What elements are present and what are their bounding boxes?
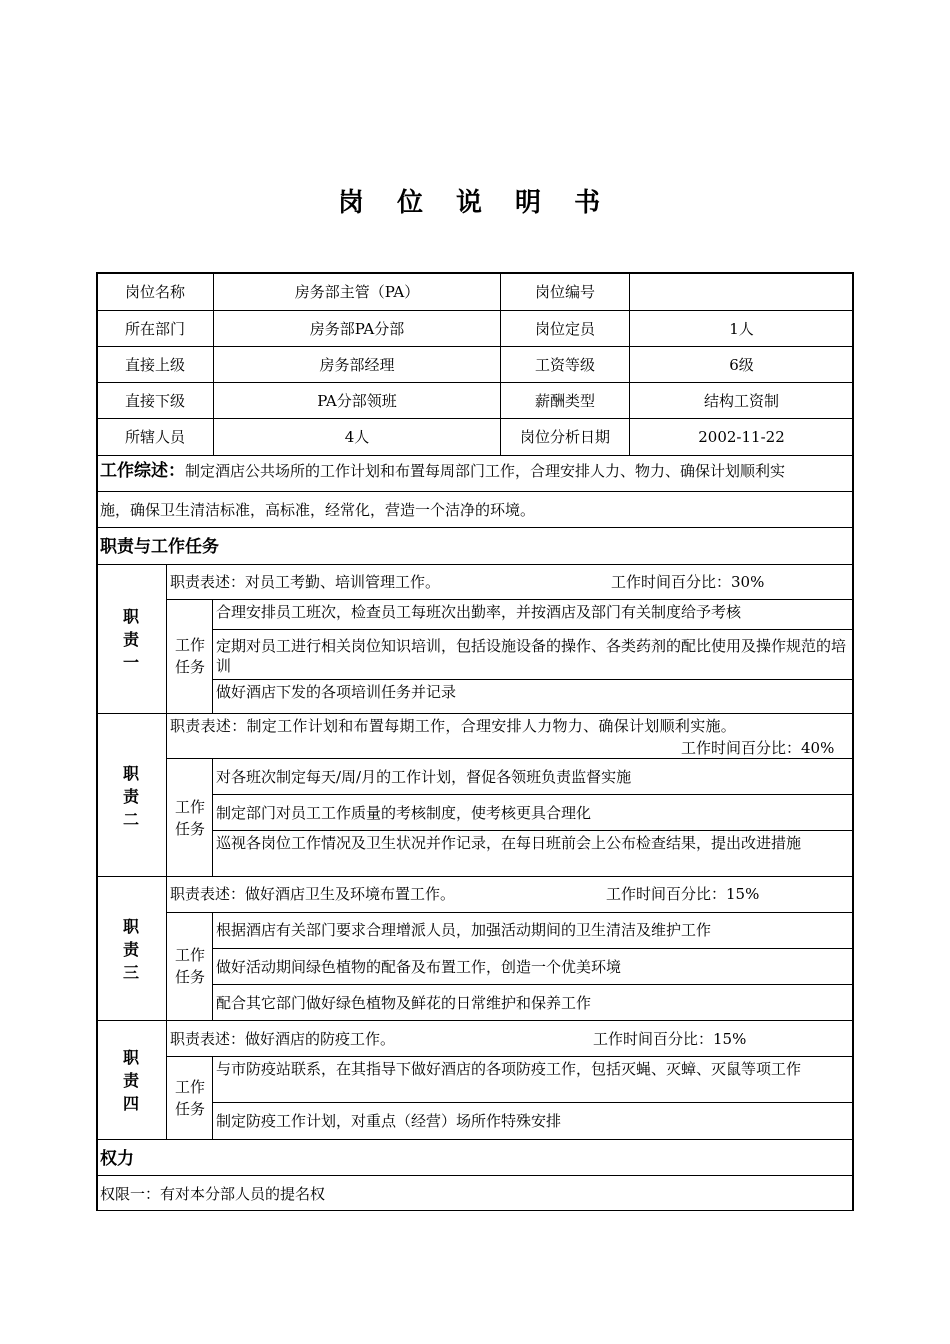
task-item: 制定防疫工作计划，对重点（经营）场所作特殊安排 [216, 1112, 562, 1130]
task-item: 做好活动期间绿色植物的配备及布置工作，创造一个优美环境 [216, 958, 622, 976]
basic-label: 所辖人员 [124, 428, 185, 446]
task-item: 制定部门对员工工作质量的考核制度，使考核更具合理化 [216, 804, 592, 822]
duty-name: 职责一 [122, 607, 139, 672]
task-item: 巡视各岗位工作情况及卫生状况并作记录，在每日班前会上公布检查结果，提出改进措施 [216, 834, 802, 852]
basic-value: 结构工资制 [703, 391, 779, 410]
basic-label: 岗位编号 [534, 283, 595, 301]
page-title: 岗 位 说 明 书 [337, 188, 613, 218]
basic-value: 2002-11-22 [698, 428, 785, 446]
basic-label: 岗位分析日期 [519, 428, 610, 446]
basic-label: 所在部门 [124, 319, 185, 338]
duty-statement: 职责表述：对员工考勤、培训管理工作。 [170, 573, 441, 591]
duty-percent: 工作时间百分比：15% [593, 1030, 747, 1048]
task-item: 根据酒店有关部门要求合理增派人员，加强活动期间的卫生清洁及维护工作 [216, 921, 712, 939]
summary-label: 工作综述： [100, 461, 185, 481]
duty-name: 职责四 [122, 1048, 139, 1113]
basic-label: 岗位名称 [124, 283, 185, 301]
duty-statement: 职责表述：做好酒店的防疫工作。 [170, 1030, 396, 1048]
summary-line-1: 制定酒店公共场所的工作计划和布置每周部门工作，合理安排人力、物力、确保计划顺利实 [185, 462, 786, 480]
basic-label: 工资等级 [534, 355, 595, 374]
duty-percent: 工作时间百分比：15% [606, 885, 760, 903]
task-item: 与市防疫站联系，在其指导下做好酒店的各项防疫工作，包括灭蝇、灭蟑、灭鼠等项工作 [216, 1060, 802, 1078]
basic-value: 6级 [729, 355, 754, 374]
duty-statement: 职责表述：制定工作计划和布置每期工作，合理安排人力物力、确保计划顺利实施。 [170, 717, 737, 735]
basic-label: 直接下级 [124, 391, 185, 410]
task-label: 工作任务 [174, 798, 205, 838]
task-item: 合理安排员工班次，检查员工每班次出勤率，并按酒店及部门有关制度给予考核 [216, 603, 742, 621]
duty-statement: 职责表述：做好酒店卫生及环境布置工作。 [170, 885, 456, 903]
basic-value: PA分部领班 [317, 391, 397, 410]
basic-value [630, 274, 853, 310]
basic-value: 1人 [729, 319, 754, 338]
task-label: 工作任务 [174, 946, 205, 986]
duty-name: 职责二 [122, 764, 139, 829]
task-item: 定期对员工进行相关岗位知识培训，包括设施设备的操作、各类药剂的配比使用及操作规范的培训 [216, 637, 847, 675]
authority-header: 权力 [100, 1149, 134, 1169]
summary-line-2: 施，确保卫生清洁标准，高标准，经常化，营造一个洁净的环境。 [100, 501, 536, 519]
task-label: 工作任务 [174, 636, 205, 676]
basic-label: 岗位定员 [534, 319, 595, 338]
authority-item: 权限一：有对本分部人员的提名权 [100, 1185, 326, 1203]
basic-value: 4人 [344, 428, 370, 446]
basic-value: 房务部PA分部 [309, 319, 405, 338]
task-item: 配合其它部门做好绿色植物及鲜花的日常维护和保养工作 [216, 994, 592, 1012]
basic-value: 房务部经理 [319, 355, 395, 374]
duty-percent: 工作时间百分比：40% [681, 739, 835, 757]
task-label: 工作任务 [174, 1078, 205, 1118]
task-item: 做好酒店下发的各项培训任务并记录 [216, 683, 457, 701]
basic-label: 直接上级 [124, 355, 185, 374]
task-item: 对各班次制定每天/周/月的工作计划，督促各领班负责监督实施 [216, 768, 632, 786]
duties-header: 职责与工作任务 [100, 537, 219, 557]
basic-value: 房务部主管（PA） [294, 283, 420, 301]
duty-percent: 工作时间百分比：30% [611, 573, 765, 591]
duty-name: 职责三 [122, 917, 139, 982]
basic-label: 薪酬类型 [534, 391, 595, 410]
